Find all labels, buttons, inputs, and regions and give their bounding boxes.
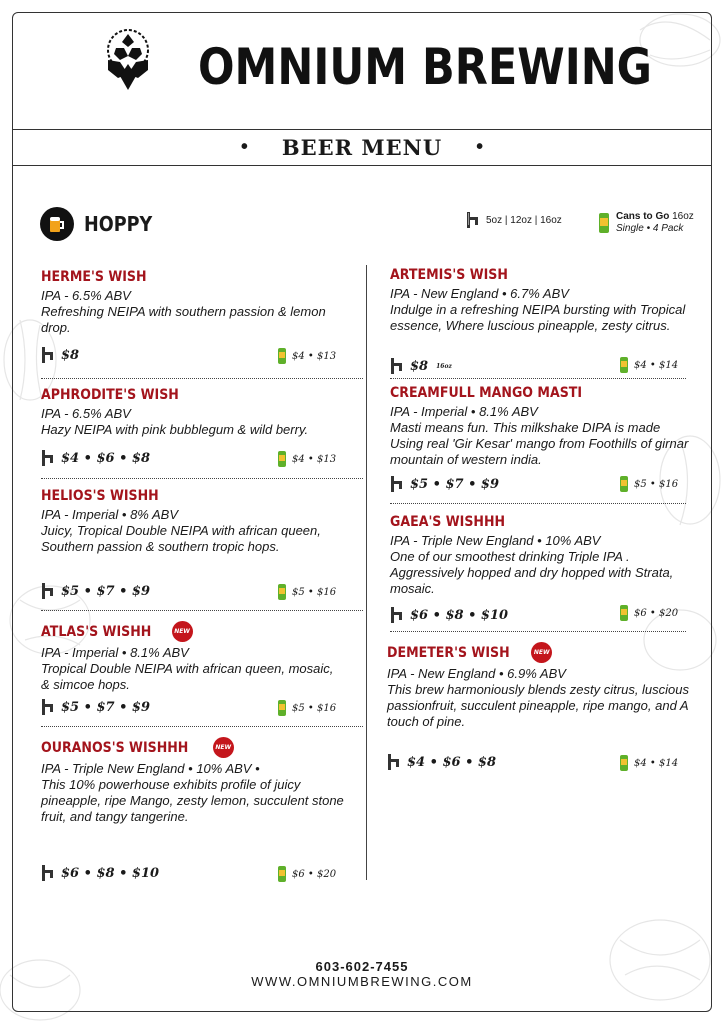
beer-name: ATLAS'S WISHH xyxy=(41,623,152,640)
tap-size-legend xyxy=(466,211,562,229)
beer-style: IPA - New England • 6.9% ABV xyxy=(387,666,566,681)
beer-description: Masti means fun. This milkshake DIPA is made Using real 'Gir Kesar' mango from Foothills of girnar mountain of western india. xyxy=(390,420,689,467)
new-badge: NEW xyxy=(213,737,234,758)
beer-description: Tropical Double NEIPA with african queen, mosaic, & simcoe hops. xyxy=(41,661,334,692)
beer-style: IPA - 6.5% ABV xyxy=(41,406,131,421)
beer-name: APHRODITE'S WISH xyxy=(41,387,179,403)
beer-style: IPA - Imperial • 8.1% ABV xyxy=(41,645,189,660)
can-icon xyxy=(277,700,287,716)
header xyxy=(12,12,712,130)
cans-title: Cans to Go xyxy=(616,211,670,222)
beer-item xyxy=(41,269,341,336)
section-header xyxy=(40,207,162,241)
beer-description: Indulge in a refreshing NEIPA bursting with Tropical essence, Where luscious pineapple, zesty citrus. xyxy=(390,302,686,333)
can-icon xyxy=(619,755,629,771)
beer-item xyxy=(387,642,692,730)
tap-price: $6 • $8 • $10 xyxy=(410,607,509,623)
can-price-text: $5 • $16 xyxy=(634,478,679,490)
beer-name: GAEA'S WISHHH xyxy=(390,514,506,530)
new-badge: NEW xyxy=(172,621,193,642)
can-price xyxy=(277,584,336,600)
can-price-text: $5 • $16 xyxy=(292,586,337,598)
can-price-text: $4 • $14 xyxy=(634,359,679,371)
can-icon xyxy=(598,212,610,234)
tap-price: $5 • $7 • $9 xyxy=(61,699,150,715)
cans-size: 16oz xyxy=(672,211,694,222)
dotted-separator xyxy=(390,503,686,504)
beer-item xyxy=(390,267,690,334)
new-badge: NEW xyxy=(531,642,552,663)
tap-icon xyxy=(390,606,404,624)
beer-item xyxy=(41,737,346,825)
tap-icon xyxy=(41,449,55,467)
dotted-separator xyxy=(390,631,686,632)
tap-price: $8 xyxy=(410,358,429,374)
can-price-text: $6 • $20 xyxy=(292,868,337,880)
tap-icon xyxy=(41,582,55,600)
price-row xyxy=(390,357,452,375)
can-price-text: $4 • $13 xyxy=(292,350,337,362)
price-row xyxy=(390,606,508,624)
price-row xyxy=(41,864,159,882)
beer-description: Juicy, Tropical Double NEIPA with african queen, Southern passion & southern tropic hops. xyxy=(41,523,321,554)
tap-icon xyxy=(41,698,55,716)
beer-name: CREAMFULL MANGO MASTI xyxy=(390,385,583,401)
beer-item xyxy=(390,385,690,468)
can-icon xyxy=(619,605,629,621)
can-price xyxy=(619,357,678,373)
beer-mug-icon xyxy=(40,207,74,241)
beer-item xyxy=(41,488,341,555)
dotted-separator xyxy=(41,726,363,727)
tap-price: $5 • $7 • $9 xyxy=(61,583,150,599)
beer-style: IPA - New England • 6.7% ABV xyxy=(390,286,569,301)
beer-name: ARTEMIS'S WISH xyxy=(390,267,508,283)
tap-icon xyxy=(41,864,55,882)
brand-title: OMNIUM BREWING xyxy=(198,38,652,96)
tap-price: $4 • $6 • $8 xyxy=(61,450,150,466)
tap-price: $6 • $8 • $10 xyxy=(61,865,160,881)
price-row xyxy=(41,449,150,467)
tap-price: $4 • $6 • $8 xyxy=(407,754,496,770)
can-icon xyxy=(277,348,287,364)
can-price-text: $4 • $13 xyxy=(292,453,337,465)
can-price xyxy=(277,348,336,364)
tap-icon xyxy=(387,753,401,771)
beer-item xyxy=(41,387,341,438)
can-icon xyxy=(619,357,629,373)
dotted-separator xyxy=(390,378,686,379)
can-icon xyxy=(277,584,287,600)
cans-packs: Single • 4 Pack xyxy=(616,223,684,234)
tap-icon xyxy=(390,475,404,493)
price-row xyxy=(41,346,79,364)
menu-title-bar xyxy=(12,130,712,166)
cans-legend xyxy=(598,211,694,235)
beer-description: Hazy NEIPA with pink bubblegum & wild berry. xyxy=(41,422,309,437)
beer-name: HELIOS'S WISHH xyxy=(41,488,159,504)
dotted-separator xyxy=(41,478,363,479)
can-price xyxy=(619,755,678,771)
can-price-text: $4 • $14 xyxy=(634,757,679,769)
tap-icon xyxy=(41,346,55,364)
can-price-text: $5 • $16 xyxy=(292,702,337,714)
beer-style: IPA - Imperial • 8.1% ABV xyxy=(390,404,538,419)
price-row xyxy=(41,698,150,716)
bullet-right: • xyxy=(476,136,484,158)
can-price xyxy=(619,605,678,621)
tap-sizes-text: 5oz | 12oz | 16oz xyxy=(486,214,562,226)
tap-icon xyxy=(390,357,404,375)
beer-style: IPA - 6.5% ABV xyxy=(41,288,131,303)
hop-logo-icon xyxy=(98,28,158,98)
beer-item xyxy=(41,621,341,693)
beer-name: OURANOS'S WISHHH xyxy=(41,739,189,756)
can-price xyxy=(277,866,336,882)
column-divider xyxy=(366,265,367,880)
tap-price: $5 • $7 • $9 xyxy=(410,476,499,492)
can-price xyxy=(277,700,336,716)
beer-style: IPA - Triple New England • 10% ABV • xyxy=(41,761,260,776)
can-icon xyxy=(277,866,287,882)
website-link[interactable]: WWW.OMNIUMBREWING.COM xyxy=(251,974,473,989)
price-row xyxy=(41,582,150,600)
beer-style: IPA - Imperial • 8% ABV xyxy=(41,507,179,522)
price-row xyxy=(390,475,499,493)
beer-description: This 10% powerhouse exhibits profile of juicy pineapple, ripe Mango, zesty lemon, succulent stone fruit, and tangy tangerine. xyxy=(41,777,344,824)
beer-item xyxy=(390,514,690,597)
dotted-separator xyxy=(41,610,363,611)
can-icon xyxy=(619,476,629,492)
can-icon xyxy=(277,451,287,467)
beer-description: One of our smoothest drinking Triple IPA . Aggressively hopped and dry hopped with Strata, mosaic. xyxy=(390,549,674,596)
beer-description: Refreshing NEIPA with southern passion & lemon drop. xyxy=(41,304,326,335)
can-price-text: $6 • $20 xyxy=(634,607,679,619)
beer-style: IPA - Triple New England • 10% ABV xyxy=(390,533,601,548)
tap-icon xyxy=(466,211,480,229)
section-title: HOPPY xyxy=(84,212,153,236)
menu-title: BEER MENU xyxy=(281,135,443,160)
phone-number: 603-602-7455 xyxy=(315,959,409,974)
dotted-separator xyxy=(41,378,363,379)
can-price xyxy=(277,451,336,467)
beer-name: HERME'S WISH xyxy=(41,269,147,285)
beer-name: DEMETER'S WISH xyxy=(387,644,510,661)
bullet-left: • xyxy=(240,136,248,158)
tap-price: $8 xyxy=(61,347,80,363)
price-row xyxy=(387,753,496,771)
beer-description: This brew harmoniously blends zesty citrus, luscious passionfruit, succulent pineapple, ripe mango, and A touch of pine. xyxy=(387,682,690,729)
can-price xyxy=(619,476,678,492)
tap-size-label: 16oz xyxy=(436,362,452,370)
